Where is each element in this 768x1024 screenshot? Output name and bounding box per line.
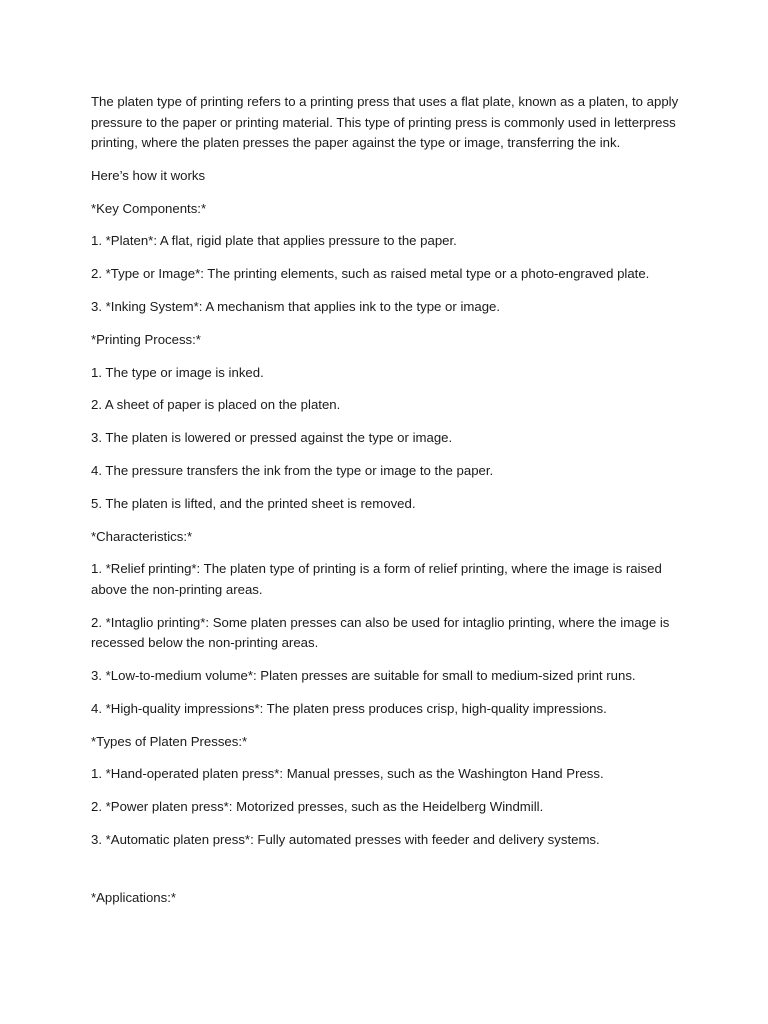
intro-paragraph: The platen type of printing refers to a printing press that uses a flat plate, known as a platen, to apply pressure to the paper or printing material. This type of printing press is commonly used in letterpress printing, where the platen presses the paper against the type or image, transferring the ink.	[91, 94, 679, 150]
applications-heading: *Applications:*	[91, 890, 177, 906]
document-body	[91, 92, 681, 921]
key-component-item: 1. *Platen*: A flat, rigid plate that applies pressure to the paper.	[91, 233, 457, 249]
how-it-works-line: Here’s how it works	[91, 167, 206, 183]
characteristic-item: 3. *Low-to-medium volume*: Platen presses are suitable for small to medium-sized print runs.	[91, 667, 636, 683]
characteristic-item: 1. *Relief printing*: The platen type of printing is a form of relief printing, where the image is raised above the non-printing areas.	[91, 561, 662, 597]
printing-process-step: 3. The platen is lowered or pressed against the type or image.	[91, 430, 453, 446]
key-component-item: 2. *Type or Image*: The printing elements, such as raised metal type or a photo-engraved plate.	[91, 266, 650, 282]
press-type-item: 3. *Automatic platen press*: Fully automated presses with feeder and delivery systems.	[91, 831, 600, 847]
printing-process-step: 5. The platen is lifted, and the printed sheet is removed.	[91, 495, 416, 511]
press-type-item: 2. *Power platen press*: Motorized presses, such as the Heidelberg Windmill.	[91, 799, 544, 815]
press-type-item: 1. *Hand-operated platen press*: Manual presses, such as the Washington Hand Press.	[91, 766, 604, 782]
printing-process-heading: *Printing Process:*	[91, 331, 201, 347]
characteristic-item: 4. *High-quality impressions*: The platen press produces crisp, high-quality impressions.	[91, 700, 607, 716]
key-component-item: 3. *Inking System*: A mechanism that applies ink to the type or image.	[91, 298, 501, 314]
printing-process-step: 1. The type or image is inked.	[91, 364, 264, 380]
key-components-heading: *Key Components:*	[91, 200, 207, 216]
types-heading: *Types of Platen Presses:*	[91, 733, 248, 749]
characteristic-item: 2. *Intaglio printing*: Some platen presses can also be used for intaglio printing, where the image is recessed below the non-printing areas.	[91, 614, 670, 651]
printing-process-step: 4. The pressure transfers the ink from the type or image to the paper.	[91, 462, 494, 478]
characteristics-heading: *Characteristics:*	[91, 528, 193, 544]
printing-process-step: 2. A sheet of paper is placed on the platen.	[91, 397, 341, 413]
